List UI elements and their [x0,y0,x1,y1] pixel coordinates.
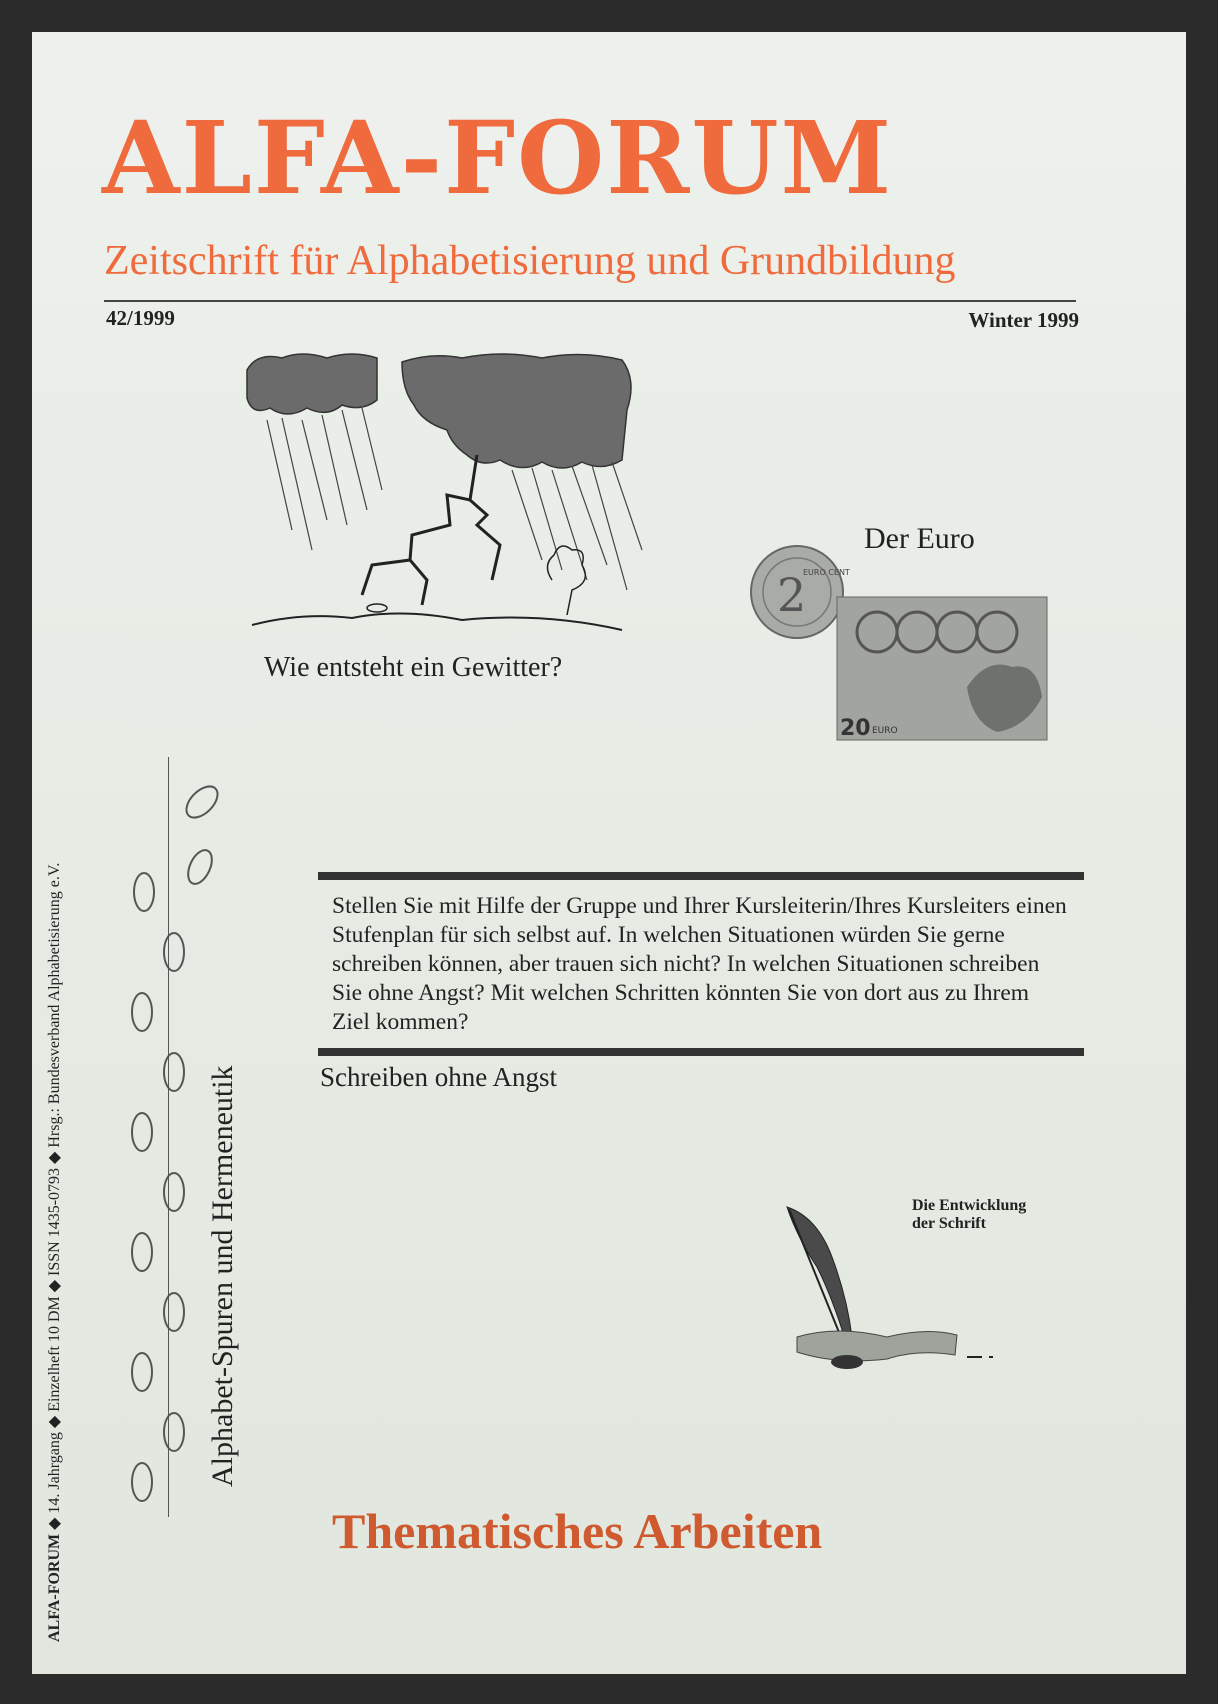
thunderstorm-illustration [242,350,692,690]
spine-brand: ALFA-FORUM [46,1533,63,1642]
spine-text [38,782,72,1642]
side-title: Alphabet-Spuren und Hermeneutik [206,1065,239,1487]
spine-details: ◆ 14. Jahrgang ◆ Einzelheft 10 DM ◆ ISSN 1435-0793 ◆ Hrsg.: Bundesverband Alphabetisierung e.V. [46,862,63,1530]
quill-caption-line2: der Schrift [912,1215,986,1232]
note-text: EURO [872,726,898,736]
note-value: 20 [840,716,871,741]
euro-title: Der Euro [864,522,975,555]
box-title: Schreiben ohne Angst [320,1062,557,1092]
box-bottom-rule [318,1048,1084,1056]
quill-caption [912,1197,1026,1233]
theme-title: Thematisches Arbeiten [332,1503,823,1559]
masthead-title: ALFA-FORUM [102,99,894,217]
magazine-cover [32,32,1186,1674]
coin-text: EURO CENT [803,568,850,577]
storm-caption: Wie entsteht ein Gewitter? [264,652,563,683]
issue-season: Winter 1999 [968,308,1079,332]
issue-number: 42/1999 [106,306,175,330]
masthead-rule [104,300,1076,302]
side-title-container [197,957,249,1487]
coin-value: 2 [777,568,807,622]
masthead-subtitle: Zeitschrift für Alphabetisierung und Grundbildung [104,238,956,284]
side-rule [168,757,169,1517]
box-text: Stellen Sie mit Hilfe der Gruppe und Ihrer Kursleiterin/Ihres Kursleiters einen Stufenplan für sich selbst auf. In welchen Situationen würden Sie gerne schreiben können, aber trauen sich nicht? In welchen Situationen schreiben Sie ohne Angst? Mit welchen Schritten könnten Sie von dort aus zu Ihrem Ziel kommen? [332,893,1067,1035]
euro-illustration [747,537,1127,752]
quill-caption-line1: Die Entwicklung [912,1197,1027,1214]
spine-container [38,782,72,1642]
box-top-rule [318,872,1084,880]
